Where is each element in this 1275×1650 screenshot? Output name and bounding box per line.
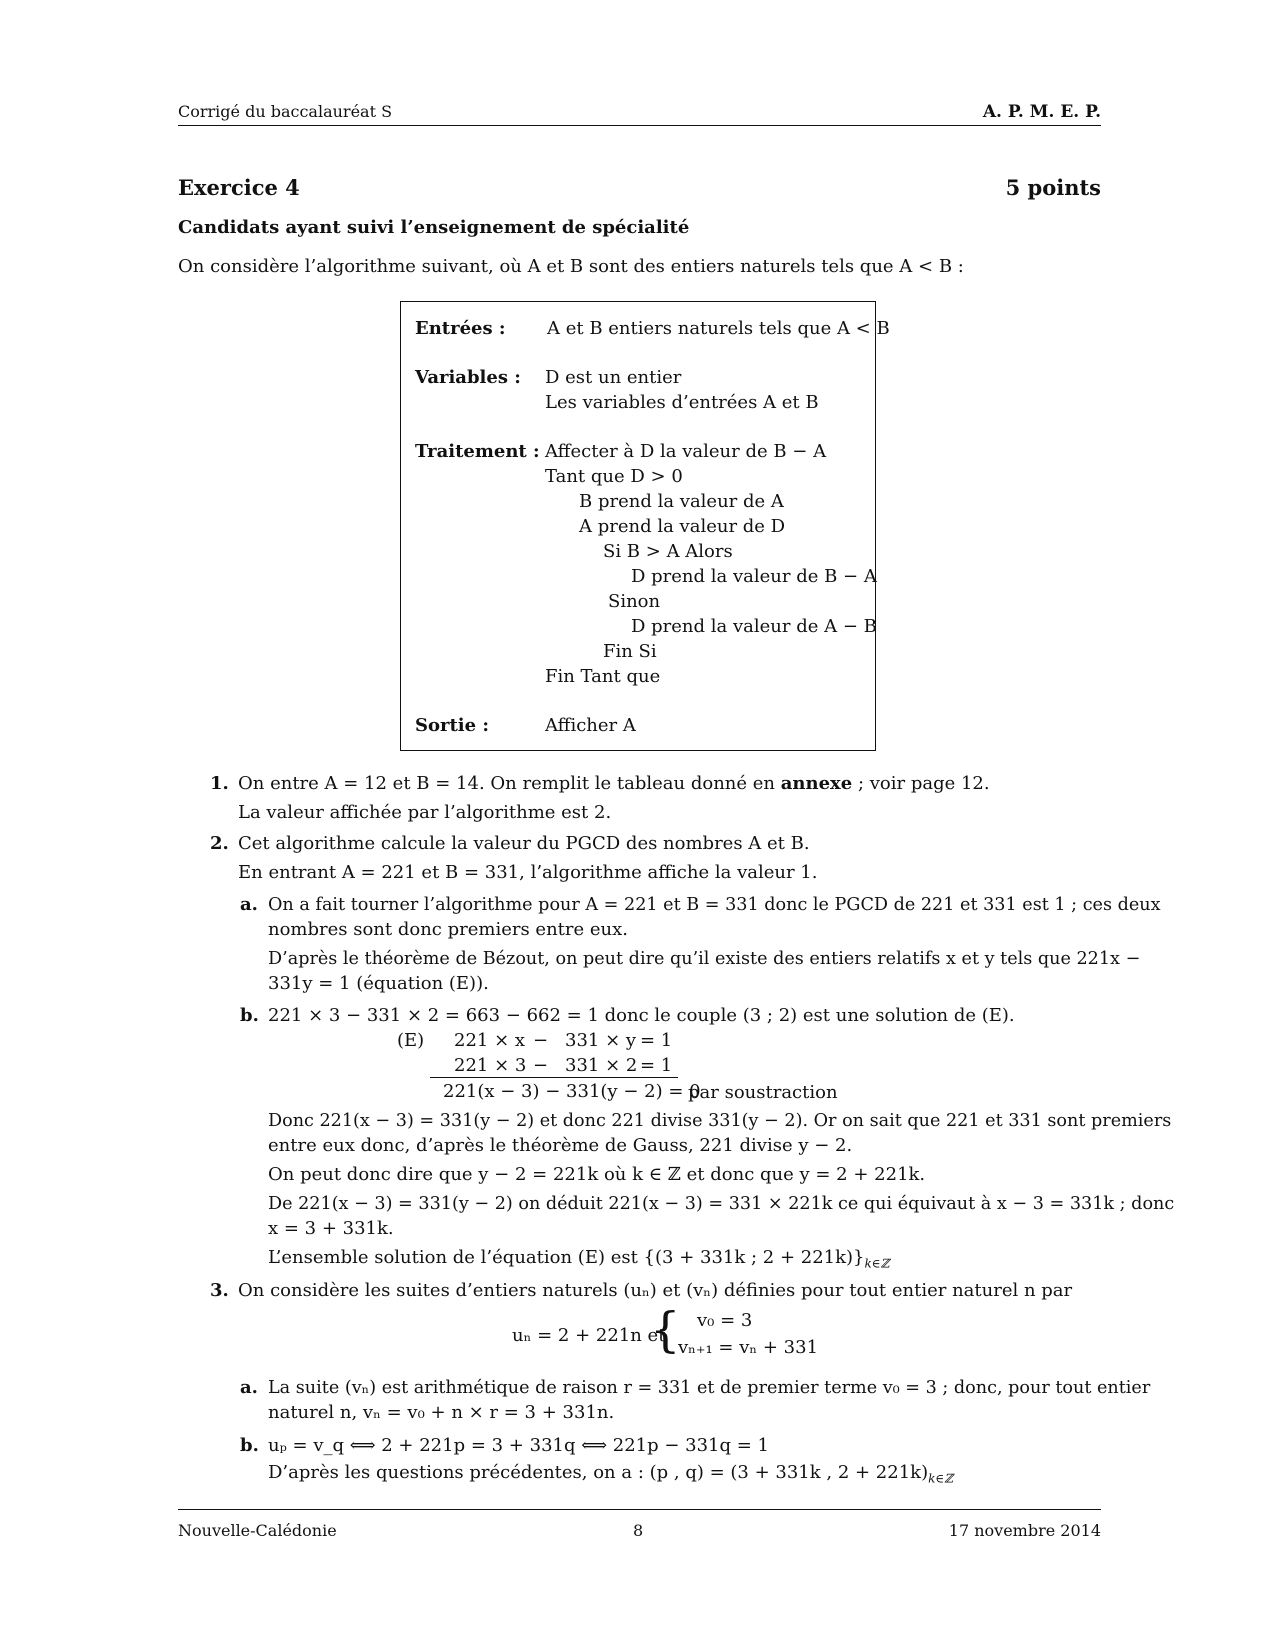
table-result: 221(x − 3) − 331(y − 2) = 0: [443, 1081, 701, 1102]
variables-line: Les variables d’entrées A et B: [545, 392, 819, 413]
exercise-intro: On considère l’algorithme suivant, où A et B sont des entiers naturels tels que A < B :: [178, 256, 964, 277]
q1-line1-a: On entre A = 12 et B = 14. On remplit le tableau donné en: [238, 773, 781, 794]
header-left: Corrigé du baccalauréat S: [178, 102, 393, 121]
equation-e-label: (E): [397, 1030, 425, 1051]
footer-left: Nouvelle-Calédonie: [178, 1521, 337, 1540]
table-cell: = 1: [640, 1030, 673, 1051]
footer-rule: [178, 1509, 1101, 1510]
q2b-line: Donc 221(x − 3) = 331(y − 2) et donc 221 divise 331(y − 2). Or on sait que 221 et 331 sont premiers: [268, 1111, 1172, 1131]
header-right: A. P. M. E. P.: [982, 102, 1101, 122]
variables-label: Variables :: [415, 367, 521, 388]
q3a-label: a.: [240, 1377, 258, 1398]
q2a-line: 331y = 1 (équation (E)).: [268, 973, 489, 994]
q3-number: 3.: [210, 1280, 229, 1301]
traitement-line: D prend la valeur de B − A: [631, 566, 877, 587]
table-cell: 221 × x: [454, 1030, 526, 1051]
table-cell: −: [533, 1030, 549, 1051]
q2-number: 2.: [210, 833, 229, 854]
system-brace: {: [650, 1302, 681, 1358]
traitement-line: Fin Tant que: [545, 666, 661, 687]
q3b-line2: [268, 1461, 953, 1491]
q2a-line: D’après le théorème de Bézout, on peut dire qu’il existe des entiers relatifs x et y tels que 221x −: [268, 949, 1141, 969]
traitement-line: B prend la valeur de A: [579, 491, 784, 512]
q2a-line: On a fait tourner l’algorithme pour A = 221 et B = 331 donc le PGCD de 221 et 331 est 1 ; ces deux: [268, 895, 1161, 915]
q3-line1: On considère les suites d’entiers naturels (uₙ) et (vₙ) définies pour tout entier naturel n par: [238, 1280, 1073, 1301]
sortie-label: Sortie :: [415, 715, 490, 736]
variables-line: D est un entier: [545, 367, 682, 388]
footer-right: 17 novembre 2014: [948, 1521, 1101, 1540]
exercise-subtitle: Candidats ayant suivi l’enseignement de spécialité: [178, 217, 690, 238]
subtraction-rule: [430, 1077, 678, 1078]
table-cell: 331 × 2: [565, 1055, 638, 1076]
q1-number: 1.: [210, 773, 229, 794]
q1-line2: La valeur affichée par l’algorithme est 2.: [238, 802, 612, 823]
traitement-line: D prend la valeur de A − B: [631, 616, 877, 637]
q3a-line: naturel n, vₙ = v₀ + n × r = 3 + 331n.: [268, 1402, 615, 1423]
entrees-label: Entrées :: [415, 318, 506, 339]
solution-text: L’ensemble solution de l’équation (E) est {(3 + 331k ; 2 + 221k)}: [268, 1247, 865, 1268]
algorithm-box: [400, 301, 890, 751]
q3b-line1: uₚ = v_q ⟺ 2 + 221p = 3 + 331q ⟺ 221p − 331q = 1: [268, 1435, 770, 1456]
q1-line1-b: ; voir page 12.: [852, 773, 990, 794]
exercise-title: Exercice 4: [178, 175, 300, 200]
q2b-line: On peut donc dire que y − 2 = 221k où k ∈ ℤ et donc que y = 2 + 221k.: [268, 1164, 926, 1185]
solution-subscript: k∈ℤ: [864, 1256, 890, 1271]
traitement-line: A prend la valeur de D: [579, 516, 786, 537]
traitement-line: Affecter à D la valeur de B − A: [545, 441, 827, 462]
traitement-line: Si B > A Alors: [603, 541, 733, 562]
q2b-label: b.: [240, 1005, 259, 1026]
q3b-label: b.: [240, 1435, 259, 1456]
q2b-line1: 221 × 3 − 331 × 2 = 663 − 662 = 1 donc le couple (3 ; 2) est une solution de (E).: [268, 1005, 1015, 1026]
sortie-text: Afficher A: [545, 715, 636, 736]
q2-line1: Cet algorithme calcule la valeur du PGCD des nombres A et B.: [238, 833, 810, 854]
table-cell: = 1: [640, 1055, 673, 1076]
table-cell: −: [533, 1055, 549, 1076]
q2a-label: a.: [240, 894, 258, 915]
traitement-line: Tant que D > 0: [545, 466, 683, 487]
annexe-word: annexe: [780, 773, 853, 794]
solution-set: [268, 1246, 889, 1276]
exercise-points: 5 points: [1005, 175, 1101, 200]
page-number: 8: [633, 1521, 644, 1540]
q2b-line: x = 3 + 331k.: [268, 1218, 394, 1239]
traitement-line: Sinon: [608, 591, 661, 612]
q2b-line: De 221(x − 3) = 331(y − 2) on déduit 221(x − 3) = 331 × 221k ce qui équivaut à x − 3 = 331k ; donc: [268, 1194, 1175, 1214]
formula-top: v₀ = 3: [697, 1310, 753, 1331]
traitement-label: Traitement :: [415, 441, 540, 462]
formula-left: uₙ = 2 + 221n et: [512, 1325, 666, 1346]
q2a-line: nombres sont donc premiers entre eux.: [268, 919, 629, 940]
table-cell: 221 × 3: [454, 1055, 527, 1076]
header-rule: [178, 125, 1101, 126]
traitement-line: Fin Si: [603, 641, 657, 662]
q1-line1: [238, 772, 990, 796]
table-cell: 331 × y: [565, 1030, 637, 1051]
q2-line2: En entrant A = 221 et B = 331, l’algorithme affiche la valeur 1.: [238, 862, 818, 883]
q2b-line: entre eux donc, d’après le théorème de Gauss, 221 divise y − 2.: [268, 1135, 853, 1156]
entrees-text: A et B entiers naturels tels que A < B: [547, 318, 890, 339]
q3b-line2-text: D’après les questions précédentes, on a : (p , q) = (3 + 331k , 2 + 221k): [268, 1462, 929, 1483]
q3b-subscript: k∈ℤ: [928, 1471, 954, 1486]
q3a-line: La suite (vₙ) est arithmétique de raison r = 331 et de premier terme v₀ = 3 ; donc, pour tout entier: [268, 1378, 1151, 1398]
table-note: par soustraction: [688, 1082, 838, 1103]
formula-bottom: vₙ₊₁ = vₙ + 331: [678, 1337, 819, 1358]
